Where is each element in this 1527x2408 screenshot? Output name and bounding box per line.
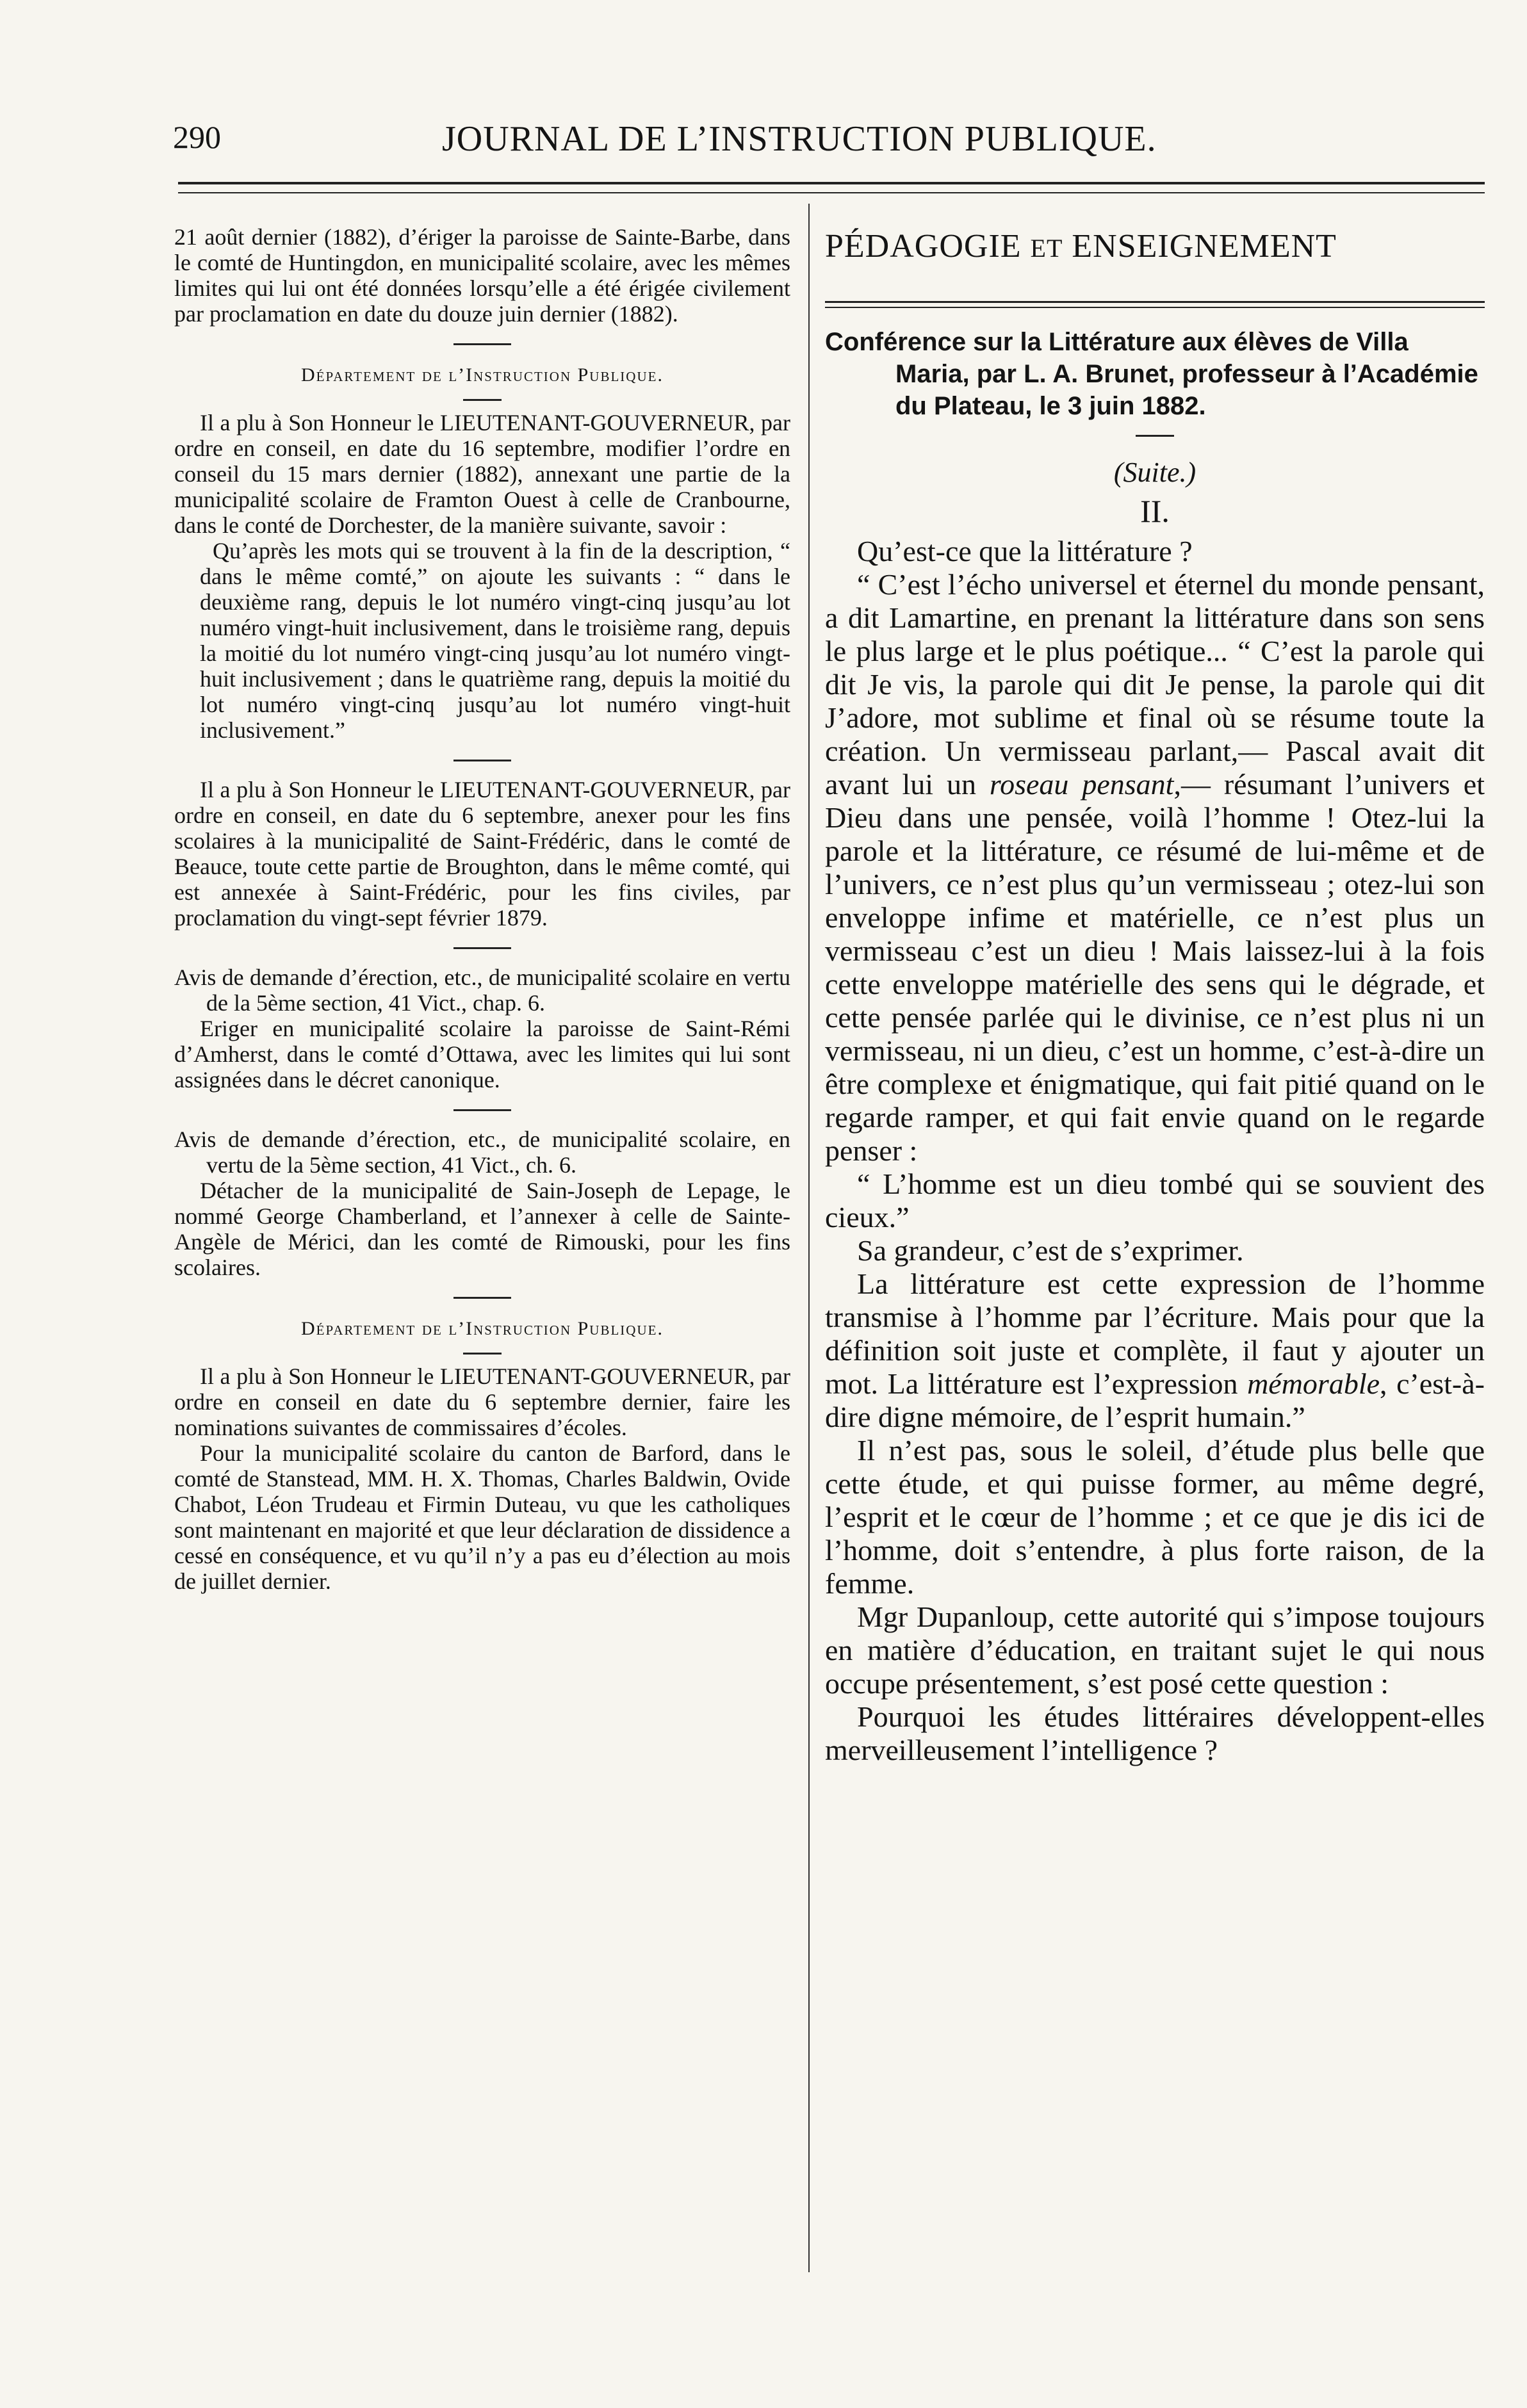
text-run: La littérature est cette expression de l’homme transmise à l’homme par l’écriture. Mais pour que la définition soit juste et complète, il faut y ajouter un mot. La littérature est l’expression: [825, 1267, 1485, 1400]
header-rule: [178, 182, 1485, 184]
separator-rule: [1136, 435, 1174, 437]
running-title: JOURNAL DE L’INSTRUCTION PUBLIQUE.: [442, 119, 1157, 159]
section-heading-part: ET: [1030, 234, 1063, 263]
section-heading-part: ENSEIGNEMENT: [1072, 228, 1337, 264]
right-column: [825, 227, 1485, 1767]
right-paragraph: Mgr Dupanloup, cette autorité qui s’impose toujours en matière d’éducation, en traitant sujet le qui nous occupe présentement, s’est posé cette question :: [825, 1600, 1485, 1700]
header-rule-thin: [178, 192, 1485, 193]
separator-rule: [453, 1109, 511, 1111]
left-paragraph: 21 août dernier (1882), d’ériger la paroisse de Sainte-Barbe, dans le comté de Huntingdon, en municipalité scolaire, avec les mêmes limites qui lui ont été données lorsqu’elle a été érigée civilement par proclamation en date du douze juin dernier (1882).: [174, 224, 790, 327]
page-header: [173, 112, 1211, 170]
separator-rule: [453, 1297, 511, 1299]
section-rule-thin: [825, 307, 1485, 308]
right-paragraph: “ L’homme est un dieu tombé qui se souvient des cieux.”: [825, 1167, 1485, 1233]
text-run: “ C’est l’écho universel et éternel du monde pensant, a dit Lamartine, en prenant la littérature dans son sens le plus large et le plus poétique... “ C’est la parole qui dit Je vis, la parole qui dit Je pense, la parole qui dit J’adore, mot sublime et final où se résume toute la création. Un vermisseau parlant,— Pascal avait dit avant lui un: [825, 568, 1485, 801]
right-paragraph: Pourquoi les études littéraires développent-elles merveilleusement l’intelligence ?: [825, 1700, 1485, 1766]
right-paragraph: Il n’est pas, sous le soleil, d’étude plus belle que cette étude, et qui puisse former, au même degré, l’esprit et le cœur de l’homme ; et ce que je dis ici de l’homme, doit s’entendre, à plus forte raison, de la femme.: [825, 1434, 1485, 1600]
section-heading: [825, 227, 1485, 265]
chapter-numeral: II.: [1140, 493, 1170, 529]
emphasis-text: mémorable: [1247, 1367, 1380, 1400]
separator-rule: [453, 760, 511, 761]
section-heading-part: PÉDAGOGIE: [825, 228, 1022, 264]
left-paragraph: Eriger en municipalité scolaire la paroisse de Saint-Rémi d’Amherst, dans le comté d’Ottawa, avec les limites qui lui sont assignées dans le décret canonique.: [174, 1016, 790, 1093]
department-heading: Département de l’Instruction Publique.: [301, 364, 664, 386]
left-quote: Qu’après les mots qui se trouvent à la fin de la description, “ dans le même comté,” on ajoute les suivants : “ dans le deuxième rang, depuis le lot numéro vingt-cinq jusqu’au lot numéro vingt-huit inclusivement, dans le troisième rang, depuis la moitié du lot numéro vingt-cinq jusqu’au lot numéro vingt-huit inclusivement ; dans le quatrième rang, depuis la moitié du lot numéro vingt-cinq jusqu’au lot numéro vingt-huit inclusivement.”: [200, 538, 790, 743]
separator-rule: [453, 343, 511, 345]
section-rule: [825, 301, 1485, 303]
right-paragraph: [825, 568, 1485, 1167]
separator-rule: [463, 1353, 502, 1354]
left-paragraph: Pour la municipalité scolaire du canton de Barford, dans le comté de Stanstead, MM. H. X. Thomas, Charles Baldwin, Ovide Chabot, Léon Trudeau et Firmin Duteau, vu que les catholiques sont maintenant en majorité et que leur déclaration de dissidence a cessé en conséquence, et vu qu’il n’y a pas eu d’élection au mois de juillet dernier.: [174, 1440, 790, 1594]
right-paragraph: Sa grandeur, c’est de s’exprimer.: [857, 1234, 1244, 1267]
article-title: Conférence sur la Littérature aux élèves de Villa Maria, par L. A. Brunet, professeur à l’Académie du Plateau, le 3 juin 1882.: [825, 328, 1478, 420]
left-paragraph: Il a plu à Son Honneur le LIEUTENANT-GOUVERNEUR, par ordre en conseil, en date du 16 septembre, modifier l’ordre en conseil du 15 mars dernier (1882), annexant une partie de la municipalité scolaire de Framton Ouest à celle de Cranbourne, dans le conté de Dorchester, de la manière suivante, savoir :: [174, 410, 790, 538]
right-paragraph: [825, 1267, 1485, 1434]
notice-heading: Avis de demande d’érection, etc., de municipalité scolaire en vertu de la 5ème section, 41 Vict., chap. 6.: [174, 964, 790, 1016]
continuation-label: (Suite.): [1113, 457, 1196, 488]
text-run: ,— résumant l’univers et Dieu dans une pensée, voilà l’homme ! Otez-lui la parole et la littérature, ce résumé de lui-même et de l’univers, ce n’est plus qu’un vermisseau ; otez-lui son enveloppe infime et matérielle, ce n’est plus un vermisseau c’est un dieu ! Mais laissez-lui à la fois cette enveloppe matérielle des sens qui le dégrade, et cette pensée parlée qui le divinise, ce n’est plus ni un vermisseau, ni un dieu, c’est un homme, c’est-à-dire un être complexe et énigmatique, qui fait pitié quand on le regarde ramper, et qui fait envie quand on le regarde penser :: [825, 768, 1485, 1167]
page-number: 290: [173, 119, 221, 155]
department-heading: Département de l’Instruction Publique.: [301, 1318, 664, 1339]
emphasis-text: roseau pensant: [989, 768, 1174, 801]
notice-heading: Avis de demande d’érection, etc., de municipalité scolaire, en vertu de la 5ème section, 41 Vict., ch. 6.: [174, 1127, 790, 1178]
separator-rule: [453, 947, 511, 949]
left-paragraph: Détacher de la municipalité de Sain-Joseph de Lepage, le nommé George Chamberland, et l’annexer à celle de Sainte-Angèle de Mérici, dan les comté de Rimouski, pour les fins scolaires.: [174, 1178, 790, 1280]
left-paragraph: Il a plu à Son Honneur le LIEUTENANT-GOUVERNEUR, par ordre en conseil en date du 6 septembre dernier, faire les nominations suivantes de commissaires d’écoles.: [174, 1363, 790, 1440]
left-column: [174, 224, 790, 1594]
left-paragraph: Il a plu à Son Honneur le LIEUTENANT-GOUVERNEUR, par ordre en conseil, en date du 6 septembre, anexer pour les fins scolaires à la municipalité de Saint-Frédéric, dans le comté de Beauce, toute cette partie de Broughton, dans le même comté, qui est annexée à Saint-Frédéric, pour les fins civiles, par proclamation du vingt-sept février 1879.: [174, 777, 790, 931]
text-run: , c’est-à-dire digne mémoire, de l’esprit humain.”: [825, 1367, 1485, 1433]
column-divider: [808, 204, 810, 2272]
separator-rule: [463, 399, 502, 401]
right-paragraph: Qu’est-ce que la littérature ?: [857, 535, 1193, 567]
